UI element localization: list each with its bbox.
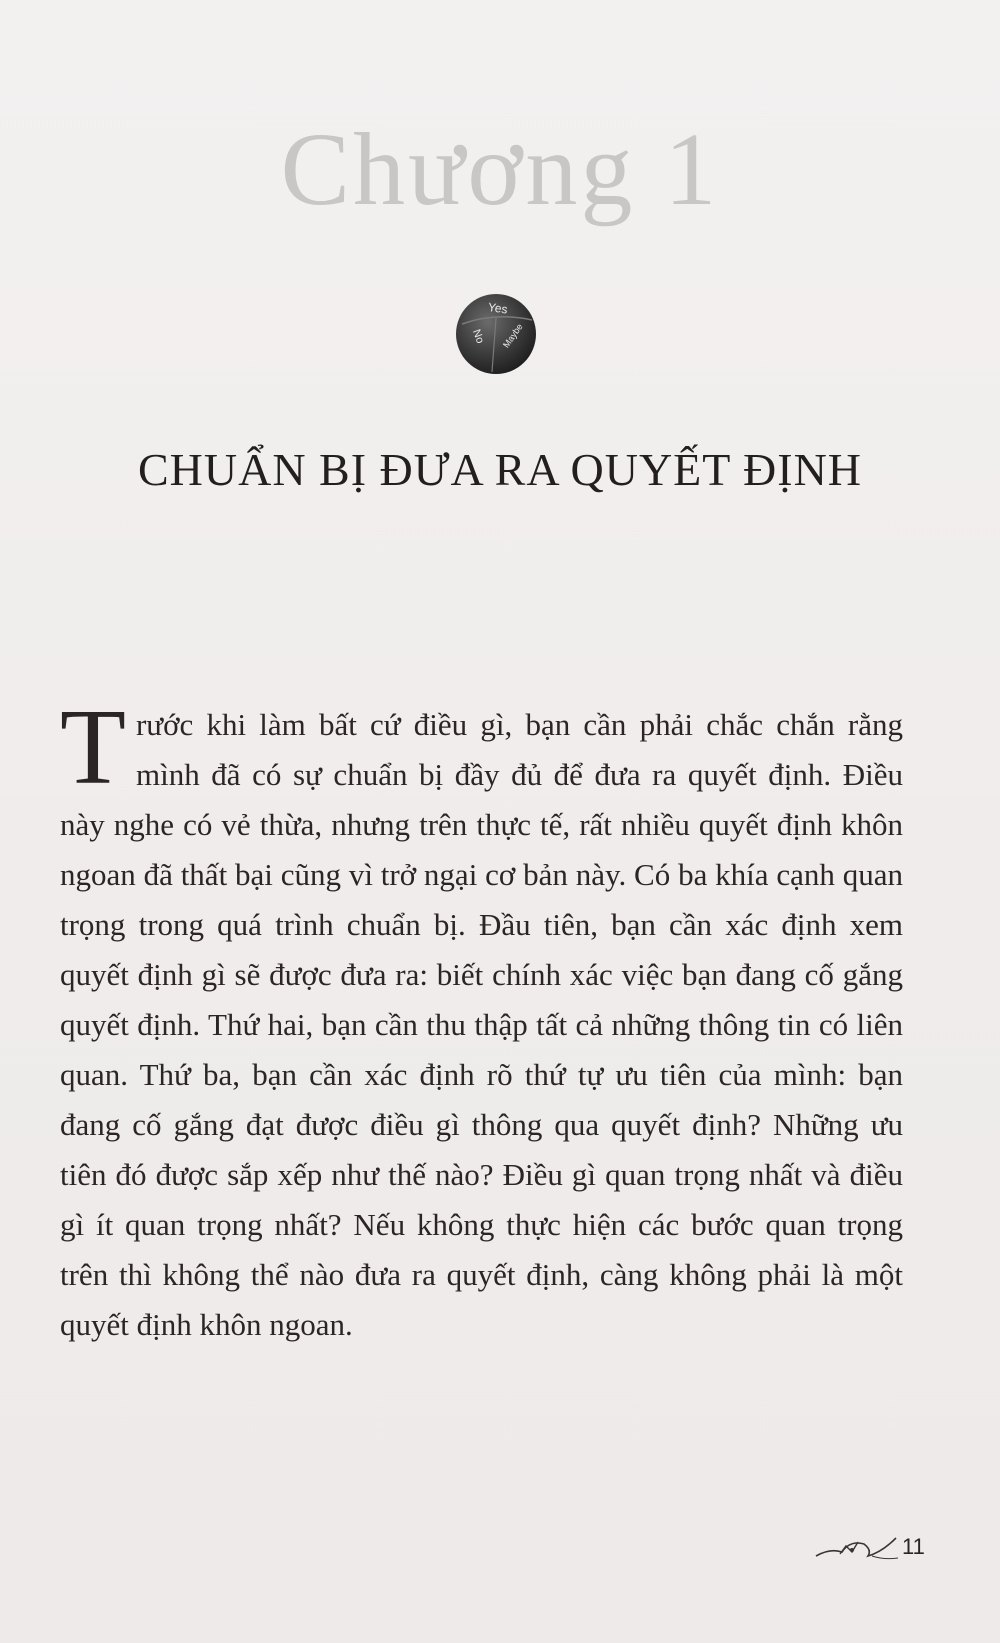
page-number: 11 [902,1534,925,1559]
dice-face-yes: Yes [487,299,509,317]
page-footer [812,1530,932,1570]
dice-face-maybe: Maybe [500,321,525,350]
chapter-title: CHUẨN BỊ ĐƯA RA QUYẾT ĐỊNH [137,444,863,495]
dice-icon [452,290,540,378]
chapter-heading: Chương 1 [280,112,720,227]
sketch-ornament-icon [812,1530,902,1564]
dropcap-letter: T [60,688,126,807]
dice-face-no: No [469,327,487,346]
body-paragraph-text: rước khi làm bất cứ điều gì, bạn cần phải chắc chắn rằng mình đã có sự chuẩn bị đầy đủ để đưa ra quyết định. Điều này nghe có vẻ thừa, nhưng trên thực tế, rất nhiều quyết định khôn ngoan đã thất bại cũng vì trở ngại cơ bản này. Có ba khía cạnh quan trọng trong quá trình chuẩn bị. Đầu tiên, bạn cần xác định xem quyết định gì sẽ được đưa ra: biết chính xác việc bạn đang cố gắng quyết định. Thứ hai, bạn cần thu thập tất cả những thông tin có liên quan. Thứ ba, bạn cần xác định rõ thứ tự ưu tiên của mình: bạn đang cố gắng đạt được điều gì thông qua quyết định? Những ưu tiên đó được sắp xếp như thế nào? Điều gì quan trọng nhất và điều gì ít quan trọng nhất? Nếu không thực hiện các bước quan trọng trên thì không thể nào đưa ra quyết định, càng không phải là một quyết định khôn ngoan. [60,707,903,1342]
body-paragraph [60,688,903,1350]
